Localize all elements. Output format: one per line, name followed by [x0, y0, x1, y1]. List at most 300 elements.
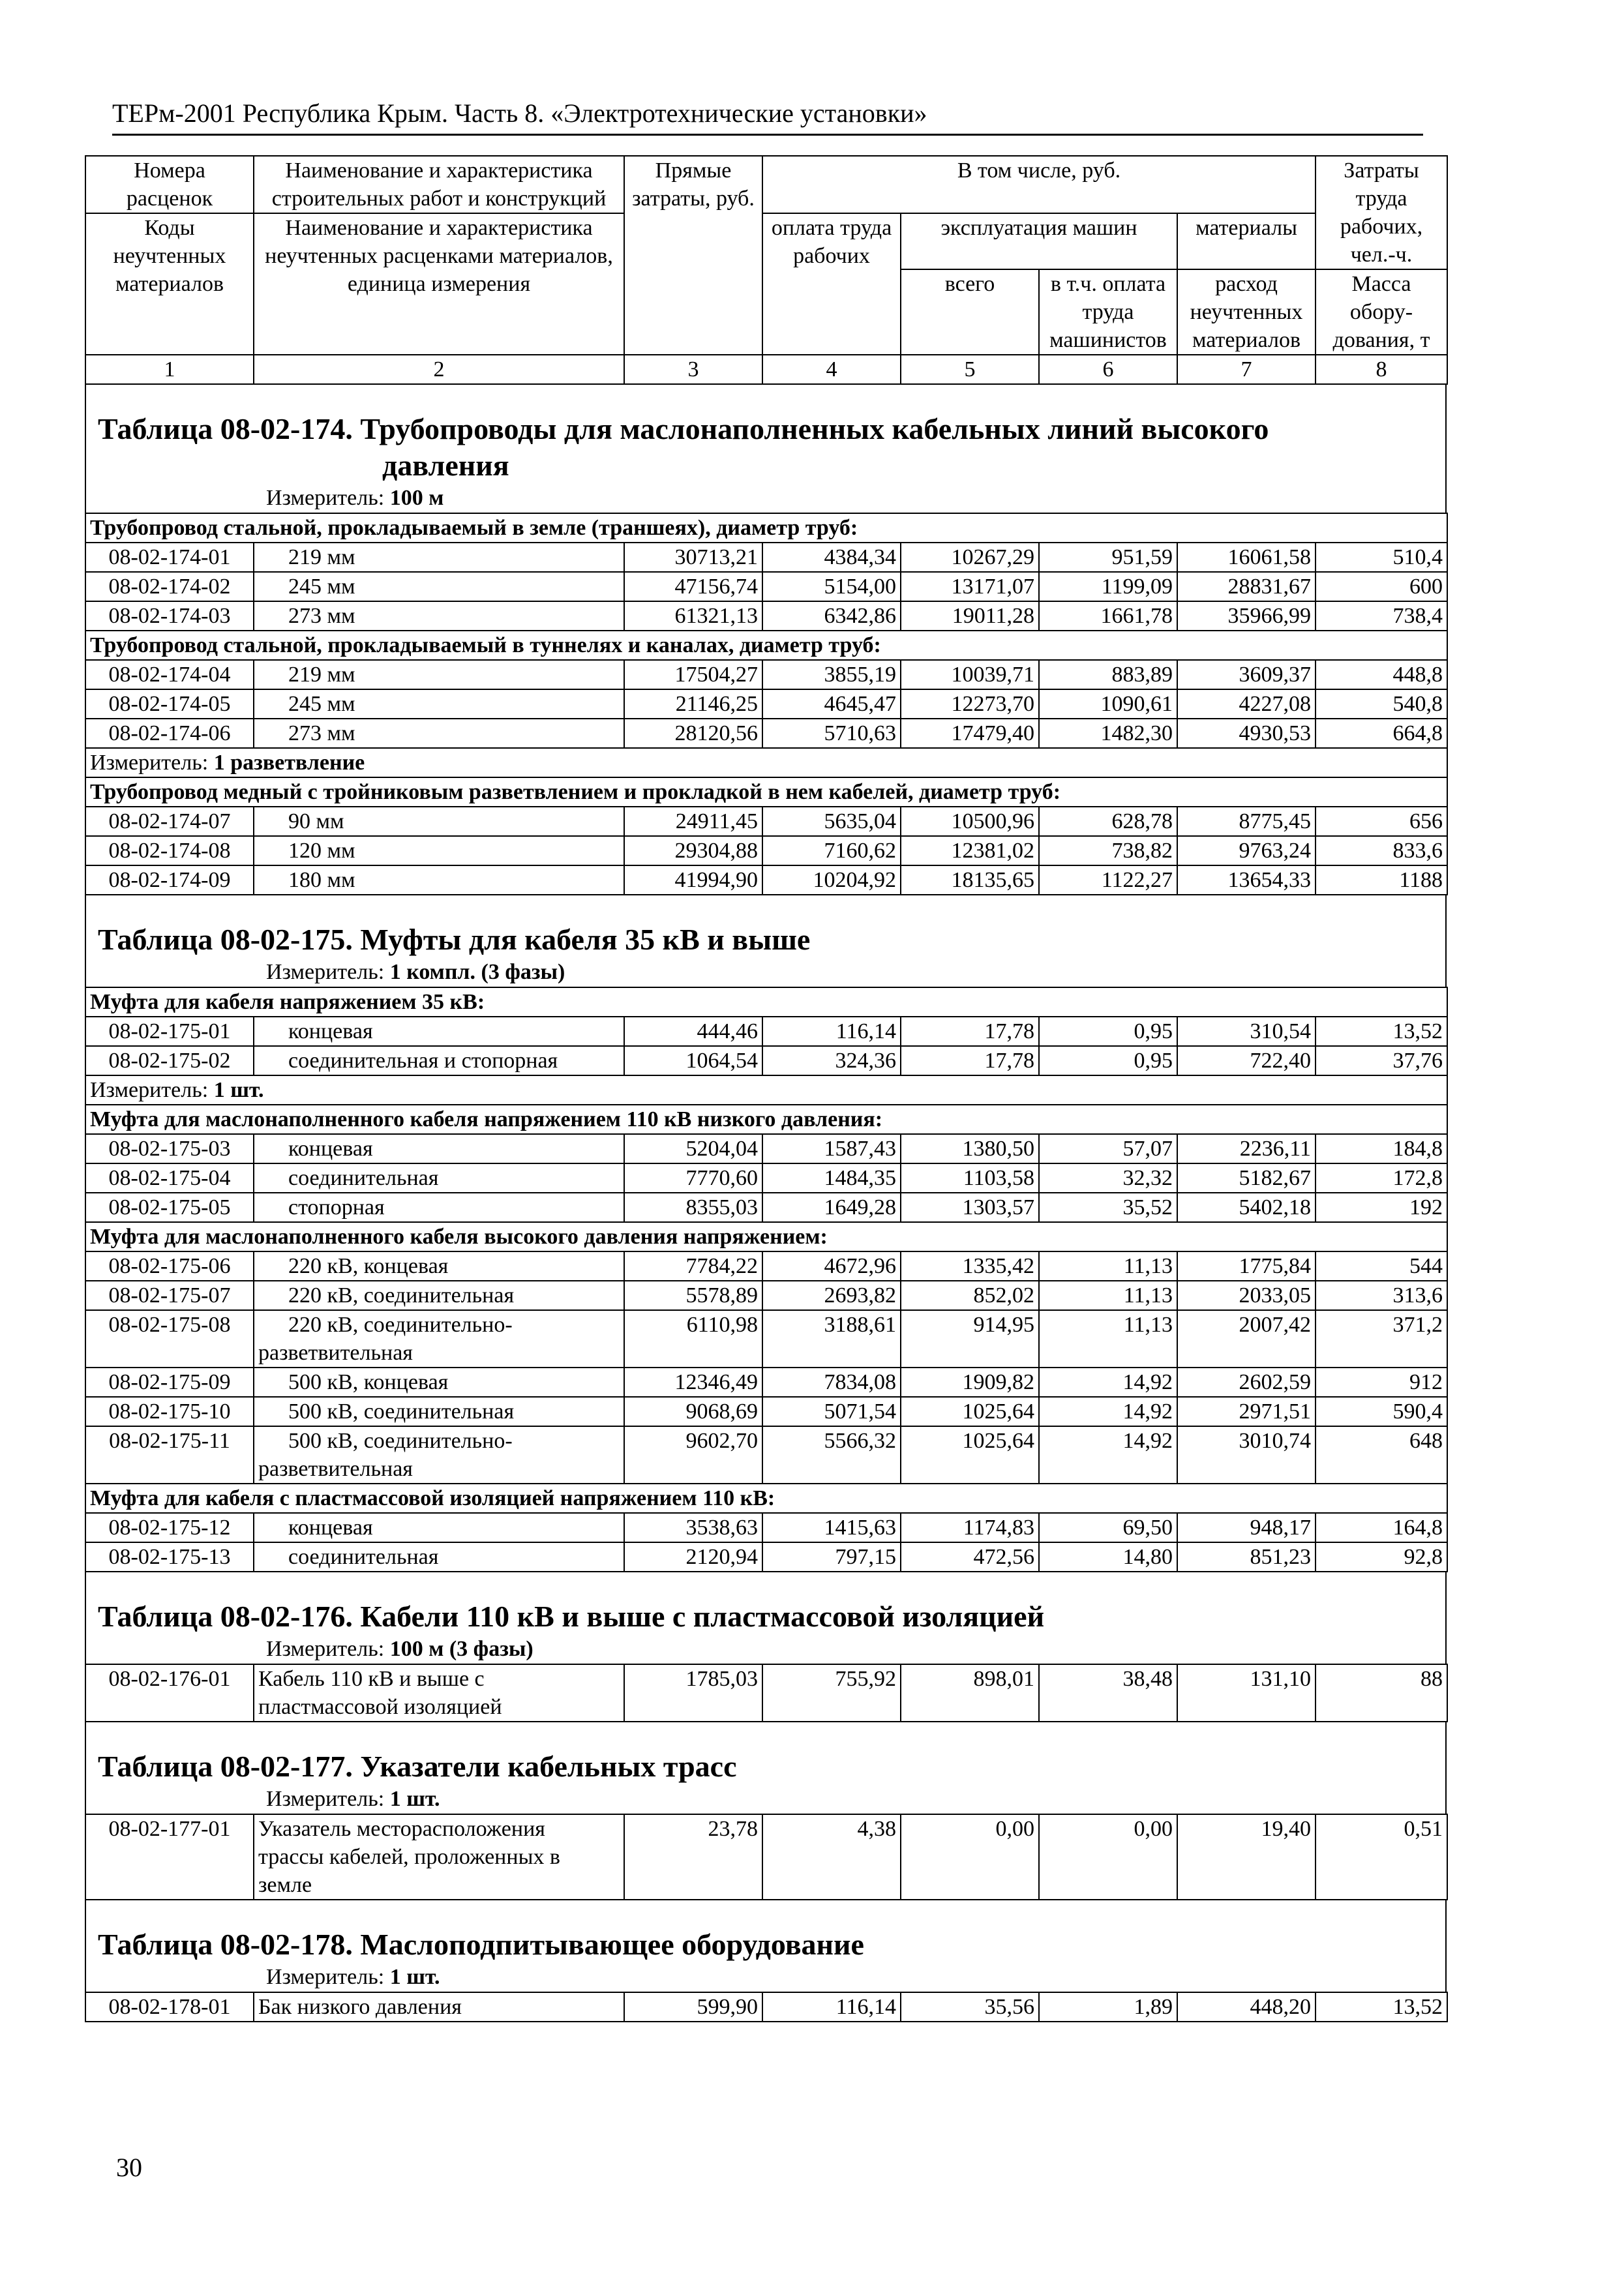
value-c7: 3609,37: [1177, 660, 1316, 689]
table-176-title: [85, 1572, 1447, 1635]
meter-row: [85, 748, 1447, 777]
table-row: [85, 543, 1447, 572]
value-c6: 883,89: [1039, 660, 1177, 689]
value-c7: 448,20: [1177, 1992, 1316, 2022]
rate-code: 08-02-174-02: [85, 572, 254, 601]
value-c7: 948,17: [1177, 1513, 1316, 1542]
value-c8: 164,8: [1316, 1513, 1447, 1542]
rate-code: 08-02-174-06: [85, 719, 254, 748]
value-c4: 797,15: [762, 1542, 901, 1572]
value-c6: 1482,30: [1039, 719, 1177, 748]
section-row: [85, 777, 1447, 807]
col-number-2: 2: [254, 355, 624, 384]
value-c6: 1,89: [1039, 1992, 1177, 2022]
value-c6: 11,13: [1039, 1281, 1177, 1310]
page-number: 30: [116, 2153, 142, 2182]
value-c3: 6110,98: [624, 1310, 762, 1368]
meter-row: [85, 1075, 1447, 1105]
value-c8: 664,8: [1316, 719, 1447, 748]
header-table: [85, 155, 1448, 385]
section-heading: Трубопровод медный с тройниковым разветвлением и прокладкой в нем кабелей, диаметр труб:: [85, 777, 1447, 807]
rate-name-line: Указатель месторасположения: [258, 1817, 545, 1841]
value-c8: 192: [1316, 1193, 1447, 1222]
value-c7: 28831,67: [1177, 572, 1316, 601]
value-c8: 371,2: [1316, 1310, 1447, 1368]
rate-name-line: 180 мм: [288, 868, 355, 892]
rate-name: [254, 1368, 624, 1397]
value-c6: 0,00: [1039, 1814, 1177, 1900]
rate-code: 08-02-175-02: [85, 1046, 254, 1075]
rate-name: [254, 660, 624, 689]
meter-value: 1 шт.: [389, 1787, 440, 1811]
rate-name-line: Бак низкого давления: [258, 1995, 462, 2019]
value-c5: 0,00: [901, 1814, 1039, 1900]
table-175-title: [85, 895, 1447, 958]
rate-name: [254, 719, 624, 748]
value-c6: 1661,78: [1039, 601, 1177, 631]
section-row: [85, 513, 1447, 543]
table-row: [85, 601, 1447, 631]
rate-name: [254, 1542, 624, 1572]
value-c3: 29304,88: [624, 836, 762, 865]
col8-top-header: Затраты труда рабочих, чел.-ч.: [1316, 156, 1447, 269]
value-c4: 324,36: [762, 1046, 901, 1075]
rate-code: 08-02-174-03: [85, 601, 254, 631]
meter-value: 1 шт.: [213, 1078, 264, 1102]
rate-code: 08-02-175-01: [85, 1017, 254, 1046]
col1-top-header: Номера расценок: [85, 156, 254, 213]
value-c3: 7784,22: [624, 1251, 762, 1281]
value-c5: 10500,96: [901, 807, 1039, 836]
table-row: [85, 865, 1447, 895]
value-c5: 35,56: [901, 1992, 1039, 2022]
col5-header: всего: [901, 269, 1039, 355]
table-row: [85, 1281, 1447, 1310]
value-c3: 444,46: [624, 1017, 762, 1046]
table-title: [86, 411, 1445, 484]
value-c4: 1415,63: [762, 1513, 901, 1542]
value-c4: 3188,61: [762, 1310, 901, 1368]
rate-name-line: 90 мм: [288, 809, 344, 833]
rate-name-line: соединительная и стопорная: [288, 1049, 558, 1073]
value-c8: 544: [1316, 1251, 1447, 1281]
value-c8: 448,8: [1316, 660, 1447, 689]
table-title: Таблица 08-02-178. Маслоподпитывающее оборудование: [98, 1928, 864, 1961]
value-c6: 32,32: [1039, 1163, 1177, 1193]
meter-cell: [85, 748, 1447, 777]
rate-code: 08-02-174-08: [85, 836, 254, 865]
value-c3: 599,90: [624, 1992, 762, 2022]
section-heading: Трубопровод стальной, прокладываемый в земле (траншеях), диаметр труб:: [85, 513, 1447, 543]
value-c4: 4672,96: [762, 1251, 901, 1281]
value-c8: 1188: [1316, 865, 1447, 895]
rate-name-line: 219 мм: [288, 545, 355, 569]
table-row: [85, 1992, 1447, 2022]
meter-label: Измеритель:: [266, 1787, 390, 1811]
meter-value: 1 компл. (3 фазы): [389, 960, 565, 984]
value-c6: 951,59: [1039, 543, 1177, 572]
rate-name: [254, 543, 624, 572]
table-row: [85, 1368, 1447, 1397]
rate-name-line: 220 кВ, концевая: [288, 1254, 449, 1278]
meter-line: [85, 958, 1447, 987]
rate-name: [254, 1664, 624, 1722]
value-c5: 1025,64: [901, 1397, 1039, 1426]
value-c8: 184,8: [1316, 1134, 1447, 1163]
value-c8: 13,52: [1316, 1017, 1447, 1046]
rate-name: [254, 807, 624, 836]
table-row: [85, 807, 1447, 836]
value-c4: 116,14: [762, 1017, 901, 1046]
value-c3: 9068,69: [624, 1397, 762, 1426]
value-c7: 13654,33: [1177, 865, 1316, 895]
rate-name: [254, 1310, 624, 1368]
value-c8: 0,51: [1316, 1814, 1447, 1900]
rate-code: 08-02-175-11: [85, 1426, 254, 1484]
value-c4: 5710,63: [762, 719, 901, 748]
value-c5: 12381,02: [901, 836, 1039, 865]
value-c3: 5578,89: [624, 1281, 762, 1310]
value-c7: 2236,11: [1177, 1134, 1316, 1163]
table-row: [85, 1426, 1447, 1484]
value-c5: 1174,83: [901, 1513, 1039, 1542]
rate-name-line: 219 мм: [288, 663, 355, 687]
table-row: [85, 1310, 1447, 1368]
table-row: [85, 1134, 1447, 1163]
value-c8: 88: [1316, 1664, 1447, 1722]
value-c5: 898,01: [901, 1664, 1039, 1722]
section-heading: Трубопровод стальной, прокладываемый в туннелях и каналах, диаметр труб:: [85, 631, 1447, 660]
col6-header: в т.ч. оплата труда машинистов: [1039, 269, 1177, 355]
rate-name-line: концевая: [288, 1019, 373, 1043]
rate-name: [254, 1193, 624, 1222]
rate-name: [254, 601, 624, 631]
rate-name-line: разветвительная: [258, 1341, 413, 1365]
meter-label: Измеритель:: [266, 1965, 390, 1989]
table-177: [85, 1814, 1448, 1900]
section-row: [85, 1484, 1447, 1513]
value-c6: 738,82: [1039, 836, 1177, 865]
rate-name-line: соединительная: [288, 1166, 439, 1190]
col-number-5: 5: [901, 355, 1039, 384]
table-title: Таблица 08-02-177. Указатели кабельных трасс: [98, 1750, 737, 1783]
value-c3: 17504,27: [624, 660, 762, 689]
meter-value: 100 м: [389, 486, 444, 510]
rate-name: [254, 689, 624, 719]
table-174-title: [85, 385, 1447, 484]
meter-label: Измеритель:: [266, 486, 390, 510]
section-row: [85, 1105, 1447, 1134]
value-c4: 7160,62: [762, 836, 901, 865]
table-174: [85, 513, 1448, 895]
col2-bottom-header: Наименование и характеристика неучтенных расценками материалов, единица измерения: [254, 213, 624, 355]
table-178-title: [85, 1900, 1447, 1963]
value-c6: 14,92: [1039, 1368, 1177, 1397]
col-number-7: 7: [1177, 355, 1316, 384]
rate-name: [254, 1163, 624, 1193]
value-c6: 69,50: [1039, 1513, 1177, 1542]
value-c7: 4930,53: [1177, 719, 1316, 748]
value-c6: 11,13: [1039, 1310, 1177, 1368]
rate-name: [254, 1017, 624, 1046]
rate-code: 08-02-174-09: [85, 865, 254, 895]
materials-header: материалы: [1177, 213, 1316, 269]
value-c5: 1909,82: [901, 1368, 1039, 1397]
value-c4: 5071,54: [762, 1397, 901, 1426]
section-row: [85, 987, 1447, 1017]
value-c8: 656: [1316, 807, 1447, 836]
page-header: ТЕРм-2001 Республика Крым. Часть 8. «Электротехнические установки»: [112, 98, 1423, 136]
value-c4: 2693,82: [762, 1281, 901, 1310]
table-title-line-1: Таблица 08-02-174. Трубопроводы для маслонаполненных кабельных линий высокого: [98, 412, 1269, 445]
value-c5: 10039,71: [901, 660, 1039, 689]
value-c8: 590,4: [1316, 1397, 1447, 1426]
value-c8: 37,76: [1316, 1046, 1447, 1075]
value-c7: 8775,45: [1177, 807, 1316, 836]
meter-label: Измеритель:: [90, 751, 214, 775]
table-row: [85, 836, 1447, 865]
rate-name-line: трассы кабелей, проложенных в: [258, 1845, 560, 1869]
value-c6: 1090,61: [1039, 689, 1177, 719]
value-c6: 14,80: [1039, 1542, 1177, 1572]
value-c6: 14,92: [1039, 1397, 1177, 1426]
value-c3: 41994,90: [624, 865, 762, 895]
table-row: [85, 572, 1447, 601]
value-c7: 2033,05: [1177, 1281, 1316, 1310]
value-c7: 19,40: [1177, 1814, 1316, 1900]
meter-label: Измеритель:: [266, 1637, 390, 1661]
rate-name: [254, 1426, 624, 1484]
rate-code: 08-02-176-01: [85, 1664, 254, 1722]
meter-line: [85, 484, 1447, 513]
value-c5: 472,56: [901, 1542, 1039, 1572]
meter-line: [85, 1635, 1447, 1664]
rate-code: 08-02-175-04: [85, 1163, 254, 1193]
col3-header: Прямые затраты, руб.: [624, 156, 762, 355]
rate-code: 08-02-175-06: [85, 1251, 254, 1281]
rate-code: 08-02-175-03: [85, 1134, 254, 1163]
col4-header: оплата труда рабочих: [762, 213, 901, 355]
rate-name-line: 245 мм: [288, 692, 355, 716]
rate-name-line: Кабель 110 кВ и выше с: [258, 1667, 485, 1691]
incl-header: В том числе, руб.: [762, 156, 1316, 213]
col1-bottom-header: Коды неучтенных материалов: [85, 213, 254, 355]
table-row: [85, 1017, 1447, 1046]
rate-code: 08-02-174-05: [85, 689, 254, 719]
rate-name: [254, 1134, 624, 1163]
value-c6: 1122,27: [1039, 865, 1177, 895]
meter-line: [85, 1963, 1447, 1992]
meter-value: 1 шт.: [389, 1965, 440, 1989]
value-c3: 24911,45: [624, 807, 762, 836]
value-c4: 116,14: [762, 1992, 901, 2022]
value-c7: 5182,67: [1177, 1163, 1316, 1193]
value-c4: 10204,92: [762, 865, 901, 895]
value-c7: 16061,58: [1177, 543, 1316, 572]
value-c4: 5154,00: [762, 572, 901, 601]
section-heading: Муфта для маслонаполненного кабеля высокого давления напряжением:: [85, 1222, 1447, 1251]
value-c7: 9763,24: [1177, 836, 1316, 865]
rate-name-line: 500 кВ, концевая: [288, 1370, 449, 1394]
rate-name: [254, 1397, 624, 1426]
value-c7: 4227,08: [1177, 689, 1316, 719]
value-c8: 13,52: [1316, 1992, 1447, 2022]
rate-name-line: 245 мм: [288, 575, 355, 599]
table-row: [85, 1046, 1447, 1075]
value-c4: 3855,19: [762, 660, 901, 689]
value-c7: 5402,18: [1177, 1193, 1316, 1222]
section-row: [85, 1222, 1447, 1251]
rate-name-line: стопорная: [288, 1195, 385, 1219]
value-c5: 10267,29: [901, 543, 1039, 572]
rate-code: 08-02-175-10: [85, 1397, 254, 1426]
col2-top-header: Наименование и характеристика строительных работ и конструкций: [254, 156, 624, 213]
rate-name-line: 120 мм: [288, 839, 355, 863]
rate-code: 08-02-175-09: [85, 1368, 254, 1397]
value-c3: 7770,60: [624, 1163, 762, 1193]
table-178: [85, 1992, 1448, 2022]
value-c6: 628,78: [1039, 807, 1177, 836]
value-c7: 851,23: [1177, 1542, 1316, 1572]
value-c4: 755,92: [762, 1664, 901, 1722]
value-c8: 738,4: [1316, 601, 1447, 631]
value-c3: 21146,25: [624, 689, 762, 719]
rate-name-line: 220 кВ, соединительно-: [288, 1313, 513, 1337]
value-c6: 0,95: [1039, 1046, 1177, 1075]
value-c6: 57,07: [1039, 1134, 1177, 1163]
value-c8: 600: [1316, 572, 1447, 601]
value-c4: 1484,35: [762, 1163, 901, 1193]
col-number-3: 3: [624, 355, 762, 384]
table-title-line-2: давления: [382, 449, 509, 482]
table-row: [85, 719, 1447, 748]
table-row: [85, 1193, 1447, 1222]
value-c4: 5635,04: [762, 807, 901, 836]
value-c3: 9602,70: [624, 1426, 762, 1484]
col7-header: расход неучтенных материалов: [1177, 269, 1316, 355]
col-number-6: 6: [1039, 355, 1177, 384]
value-c3: 23,78: [624, 1814, 762, 1900]
col8-bottom-header: Масса обору-дования, т: [1316, 269, 1447, 355]
value-c5: 1303,57: [901, 1193, 1039, 1222]
col-number-4: 4: [762, 355, 901, 384]
value-c3: 47156,74: [624, 572, 762, 601]
rate-code: 08-02-178-01: [85, 1992, 254, 2022]
value-c6: 0,95: [1039, 1017, 1177, 1046]
value-c5: 12273,70: [901, 689, 1039, 719]
value-c6: 14,92: [1039, 1426, 1177, 1484]
section-heading: Муфта для маслонаполненного кабеля напряжением 110 кВ низкого давления:: [85, 1105, 1447, 1134]
tables-body: [85, 385, 1447, 2022]
rate-code: 08-02-175-07: [85, 1281, 254, 1310]
rate-name-line: 500 кВ, соединительно-: [288, 1429, 513, 1453]
value-c3: 61321,13: [624, 601, 762, 631]
value-c7: 3010,74: [1177, 1426, 1316, 1484]
value-c5: 1335,42: [901, 1251, 1039, 1281]
value-c6: 11,13: [1039, 1251, 1177, 1281]
table-row: [85, 1664, 1447, 1722]
value-c4: 6342,86: [762, 601, 901, 631]
value-c7: 1775,84: [1177, 1251, 1316, 1281]
table-175: [85, 987, 1448, 1572]
value-c3: 1785,03: [624, 1664, 762, 1722]
table-row: [85, 689, 1447, 719]
table-row: [85, 660, 1447, 689]
rate-code: 08-02-175-05: [85, 1193, 254, 1222]
rate-name-line: 273 мм: [288, 604, 355, 628]
rate-name-line: пластмассовой изоляцией: [258, 1695, 502, 1719]
value-c8: 648: [1316, 1426, 1447, 1484]
value-c3: 8355,03: [624, 1193, 762, 1222]
rate-name: [254, 1814, 624, 1900]
value-c5: 19011,28: [901, 601, 1039, 631]
value-c4: 4384,34: [762, 543, 901, 572]
table-176: [85, 1664, 1448, 1722]
document-table: [85, 155, 1447, 2022]
section-row: [85, 631, 1447, 660]
value-c7: 2602,59: [1177, 1368, 1316, 1397]
value-c3: 1064,54: [624, 1046, 762, 1075]
rate-name-line: 220 кВ, соединительная: [288, 1283, 515, 1308]
value-c5: 914,95: [901, 1310, 1039, 1368]
machines-header: эксплуатация машин: [901, 213, 1177, 269]
section-heading: Муфта для кабеля напряжением 35 кВ:: [85, 987, 1447, 1017]
value-c8: 510,4: [1316, 543, 1447, 572]
value-c7: 310,54: [1177, 1017, 1316, 1046]
value-c5: 852,02: [901, 1281, 1039, 1310]
value-c7: 722,40: [1177, 1046, 1316, 1075]
value-c7: 2007,42: [1177, 1310, 1316, 1368]
section-heading: Муфта для кабеля с пластмассовой изоляцией напряжением 110 кВ:: [85, 1484, 1447, 1513]
rate-code: 08-02-174-04: [85, 660, 254, 689]
value-c3: 12346,49: [624, 1368, 762, 1397]
col-number-1: 1: [85, 355, 254, 384]
rate-name-line: соединительная: [288, 1545, 439, 1569]
table-row: [85, 1163, 1447, 1193]
rate-name-line: разветвительная: [258, 1457, 413, 1481]
value-c4: 1587,43: [762, 1134, 901, 1163]
value-c3: 30713,21: [624, 543, 762, 572]
meter-label: Измеритель:: [266, 960, 390, 984]
value-c6: 35,52: [1039, 1193, 1177, 1222]
rate-name: [254, 1992, 624, 2022]
meter-line: [85, 1785, 1447, 1814]
value-c4: 1649,28: [762, 1193, 901, 1222]
table-row: [85, 1542, 1447, 1572]
rate-code: 08-02-174-07: [85, 807, 254, 836]
value-c5: 1025,64: [901, 1426, 1039, 1484]
rate-name: [254, 865, 624, 895]
rate-code: 08-02-177-01: [85, 1814, 254, 1900]
meter-value: 100 м (3 фазы): [389, 1637, 534, 1661]
rate-code: 08-02-174-01: [85, 543, 254, 572]
meter-value: 1 разветвление: [213, 751, 365, 775]
meter-label: Измеритель:: [90, 1078, 214, 1102]
value-c6: 38,48: [1039, 1664, 1177, 1722]
table-177-title: [85, 1722, 1447, 1785]
rate-code: 08-02-175-12: [85, 1513, 254, 1542]
value-c3: 2120,94: [624, 1542, 762, 1572]
value-c5: 17,78: [901, 1046, 1039, 1075]
table-title: Таблица 08-02-175. Муфты для кабеля 35 кВ и выше: [98, 923, 811, 956]
table-row: [85, 1251, 1447, 1281]
value-c5: 1380,50: [901, 1134, 1039, 1163]
value-c5: 17479,40: [901, 719, 1039, 748]
table-title: Таблица 08-02-176. Кабели 110 кВ и выше с пластмассовой изоляцией: [98, 1600, 1045, 1633]
value-c8: 92,8: [1316, 1542, 1447, 1572]
value-c6: 1199,09: [1039, 572, 1177, 601]
value-c3: 28120,56: [624, 719, 762, 748]
